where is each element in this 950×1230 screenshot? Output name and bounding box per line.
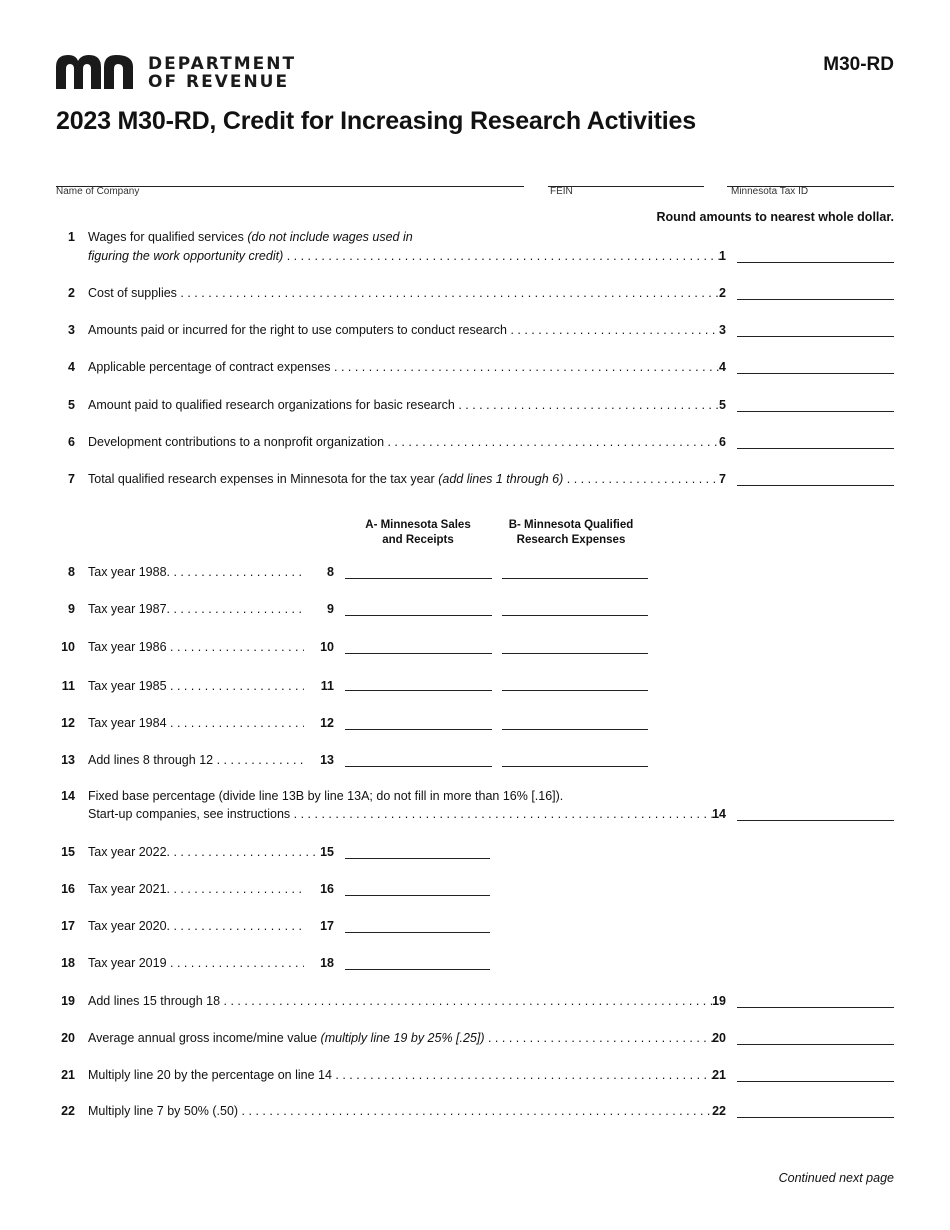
- line-label: Development contributions to a nonprofit organization . . .: [88, 433, 720, 452]
- line-13a-input[interactable]: [345, 750, 492, 767]
- line-15-input[interactable]: [345, 842, 490, 859]
- line-label: Tax year 2019 . . .: [88, 954, 304, 973]
- line-label: Tax year 1985 . . .: [88, 677, 304, 696]
- line-13b-input[interactable]: [502, 750, 648, 767]
- logo-line-1: DEPARTMENT: [148, 54, 297, 74]
- line-ref: 3: [719, 323, 726, 337]
- line-ref: 1: [719, 249, 726, 263]
- line-20-input[interactable]: [737, 1028, 894, 1045]
- round-note: Round amounts to nearest whole dollar.: [656, 210, 894, 224]
- line-4-input[interactable]: [737, 357, 894, 374]
- mn-tax-id-label: Minnesota Tax ID: [731, 186, 809, 197]
- line-number: 18: [61, 956, 75, 970]
- column-a-header: A- Minnesota Sales and Receipts: [365, 519, 471, 546]
- line-14-input[interactable]: [737, 804, 894, 821]
- line-ref: 2: [719, 286, 726, 300]
- line-number: 20: [61, 1031, 75, 1045]
- continued-note: Continued next page: [778, 1171, 894, 1185]
- line-18-input[interactable]: [345, 953, 490, 970]
- line-9a-input[interactable]: [345, 599, 492, 616]
- line-1-input[interactable]: [737, 246, 894, 263]
- line-label: Wages for qualified services (do not include wages used in: [88, 230, 413, 244]
- line-label: Multiply line 7 by 50% (.50) . . .: [88, 1102, 714, 1121]
- line-label: Multiply line 20 by the percentage on line 14 . . .: [88, 1066, 714, 1085]
- line-ref: 13: [320, 753, 334, 767]
- mn-logo-icon: [56, 55, 136, 89]
- line-label: Tax year 2020. . . .: [88, 917, 304, 936]
- line-number: 21: [61, 1068, 75, 1082]
- line-number: 4: [68, 360, 75, 374]
- line-number: 19: [61, 994, 75, 1008]
- line-ref: 22: [712, 1104, 726, 1118]
- line-8a-input[interactable]: [345, 562, 492, 579]
- line-7-input[interactable]: [737, 469, 894, 486]
- line-ref: 20: [712, 1031, 726, 1045]
- line-ref: 14: [712, 807, 726, 821]
- column-b-header: B- Minnesota Qualified Research Expenses: [508, 519, 634, 546]
- line-8b-input[interactable]: [502, 562, 648, 579]
- line-ref: 19: [712, 994, 726, 1008]
- line-ref: 18: [320, 956, 334, 970]
- line-label: figuring the work opportunity credit) . . .: [88, 247, 720, 266]
- line-label: Amount paid to qualified research organizations for basic research . . .: [88, 396, 720, 415]
- line-label: Tax year 1986 . . .: [88, 638, 304, 657]
- line-label: Amounts paid or incurred for the right to use computers to conduct research . . .: [88, 321, 720, 340]
- line-ref: 8: [327, 565, 334, 579]
- line-number: 14: [61, 789, 75, 803]
- line-16-input[interactable]: [345, 879, 490, 896]
- line-ref: 21: [712, 1068, 726, 1082]
- line-10b-input[interactable]: [502, 637, 648, 654]
- fein-label: FEIN: [550, 186, 573, 197]
- line-number: 3: [68, 323, 75, 337]
- line-label: Tax year 2021. . . .: [88, 880, 304, 899]
- line-label: Add lines 15 through 18 . . .: [88, 992, 714, 1011]
- page-title: 2023 M30-RD, Credit for Increasing Research Activities: [56, 107, 696, 135]
- line-12b-input[interactable]: [502, 713, 648, 730]
- line-number: 12: [61, 716, 75, 730]
- line-label: Start-up companies, see instructions . . .: [88, 805, 714, 824]
- line-19-input[interactable]: [737, 991, 894, 1008]
- line-ref: 12: [320, 716, 334, 730]
- line-9b-input[interactable]: [502, 599, 648, 616]
- line-number: 1: [68, 230, 75, 244]
- line-label: Total qualified research expenses in Minnesota for the tax year (add lines 1 through 6) . . .: [88, 470, 720, 489]
- department-of-revenue-logo: [56, 55, 296, 91]
- line-2-input[interactable]: [737, 283, 894, 300]
- line-ref: 9: [327, 602, 334, 616]
- line-label: Average annual gross income/mine value (multiply line 19 by 25% [.25]) . . .: [88, 1029, 714, 1048]
- line-number: 5: [68, 398, 75, 412]
- line-ref: 17: [320, 919, 334, 933]
- line-17-input[interactable]: [345, 916, 490, 933]
- line-label: Fixed base percentage (divide line 13B by line 13A; do not fill in more than 16% [.16]).: [88, 789, 564, 803]
- line-number: 2: [68, 286, 75, 300]
- line-22-input[interactable]: [737, 1101, 894, 1118]
- line-6-input[interactable]: [737, 432, 894, 449]
- line-label: Tax year 1984 . . .: [88, 714, 304, 733]
- line-ref: 4: [719, 360, 726, 374]
- line-5-input[interactable]: [737, 395, 894, 412]
- line-ref: 5: [719, 398, 726, 412]
- line-number: 8: [68, 565, 75, 579]
- line-number: 13: [61, 753, 75, 767]
- line-ref: 11: [320, 679, 334, 693]
- line-label: Tax year 1987. . . .: [88, 600, 304, 619]
- line-label: Tax year 1988. . . .: [88, 563, 304, 582]
- line-number: 6: [68, 435, 75, 449]
- company-name-label: Name of Company: [56, 186, 140, 197]
- line-11b-input[interactable]: [502, 674, 648, 691]
- line-label: Cost of supplies . . .: [88, 284, 720, 303]
- line-label: Tax year 2022. . . .: [88, 843, 318, 862]
- line-label: Applicable percentage of contract expenses . . .: [88, 358, 720, 377]
- line-ref: 6: [719, 435, 726, 449]
- line-number: 17: [61, 919, 75, 933]
- form-id: M30-RD: [823, 54, 894, 75]
- line-10a-input[interactable]: [345, 637, 492, 654]
- line-12a-input[interactable]: [345, 713, 492, 730]
- line-ref: 16: [320, 882, 334, 896]
- line-number: 11: [61, 679, 75, 693]
- line-label: Add lines 8 through 12 . . .: [88, 751, 304, 770]
- line-number: 10: [61, 640, 75, 654]
- line-number: 16: [61, 882, 75, 896]
- line-ref: 10: [320, 640, 334, 654]
- line-number: 22: [61, 1104, 75, 1118]
- line-21-input[interactable]: [737, 1065, 894, 1082]
- line-ref: 7: [719, 472, 726, 486]
- line-3-input[interactable]: [737, 320, 894, 337]
- line-number: 7: [68, 472, 75, 486]
- logo-line-2: OF REVENUE: [148, 72, 290, 92]
- line-ref: 15: [320, 845, 334, 859]
- line-number: 15: [61, 845, 75, 859]
- line-number: 9: [68, 602, 75, 616]
- logo-wordmark: [148, 55, 296, 91]
- line-11a-input[interactable]: [345, 674, 492, 691]
